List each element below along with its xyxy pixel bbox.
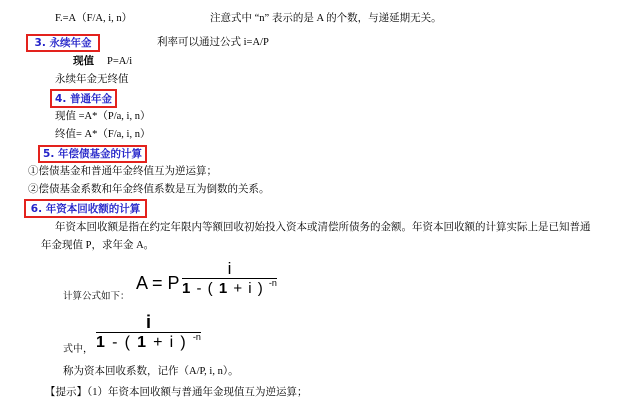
denominator-open-paren: ( <box>207 280 213 297</box>
fraction-numerator: i <box>145 312 151 332</box>
fraction-numerator: i <box>227 259 232 278</box>
sinking-fund-point-1: ①偿债基金和普通年金终值互为逆运算； <box>28 166 217 177</box>
perpetuity-pv-formula: P=A/i <box>107 56 133 67</box>
recovery-factor-fraction <box>96 312 201 353</box>
sinking-fund-point-2: ②偿债基金系数和年金终值系数是互为倒数的关系。 <box>28 184 270 195</box>
capital-recovery-desc-line-2: 年金现值 P，求年金 A。 <box>41 240 155 251</box>
perpetuity-rate-note: 利率可以通过公式 i=A/P <box>157 37 269 48</box>
denominator-inner-one: 1 <box>218 280 228 297</box>
denominator-inner-one: 1 <box>137 334 146 351</box>
denominator-i: i <box>248 280 252 297</box>
section-heading-ordinary-annuity: 4. 普通年金 <box>50 89 117 108</box>
formula-lhs: A = P <box>136 273 180 293</box>
formula-label: 计算公式如下： <box>63 292 130 302</box>
deferred-annuity-formula: F.=A（F/A, i, n） <box>55 13 133 24</box>
denominator-exponent: -n <box>192 332 201 342</box>
perpetuity-pv-label: 现值 <box>73 56 94 67</box>
ordinary-annuity-pv: 现值 =A*（P/a, i, n） <box>55 111 151 122</box>
denominator-one: 1 <box>96 334 105 351</box>
ordinary-annuity-fv: 终值= A*（F/a, i, n） <box>55 129 151 140</box>
denominator-one: 1 <box>182 280 191 297</box>
capital-recovery-fraction <box>182 259 277 298</box>
perpetuity-no-fv: 永续年金无终值 <box>55 74 129 85</box>
section-heading-perpetuity: 3. 永续年金 <box>26 34 100 52</box>
denominator-close-paren: ) <box>257 280 263 297</box>
denominator-minus: - <box>196 280 202 297</box>
deferred-annuity-note: 注意式中 “n” 表示的是 A 的个数，与递延期无关。 <box>210 13 442 24</box>
denominator-i: i <box>169 334 174 351</box>
hint-note: 【提示】（1）年资本回收额与普通年金现值互为逆运算； <box>45 387 308 398</box>
where-label: 式中， <box>63 344 93 355</box>
denominator-plus: + <box>153 334 163 351</box>
denominator-plus: + <box>233 280 243 297</box>
denominator-close-paren: ) <box>180 334 186 351</box>
section-heading-capital-recovery: 6. 年资本回收额的计算 <box>24 199 147 218</box>
fraction-denominator <box>96 333 201 353</box>
denominator-open-paren: ( <box>124 334 130 351</box>
fraction-denominator <box>182 279 277 298</box>
denominator-minus: - <box>112 334 118 351</box>
capital-recovery-desc-line-1: 年资本回收额是指在约定年限内等额回收初始投入资本或清偿所债务的金额。年资本回收额的计算实际上是已知普通 <box>55 222 591 233</box>
section-heading-sinking-fund: 5. 年偿债基金的计算 <box>38 145 147 163</box>
recovery-factor-note: 称为资本回收系数，记作（A/P, i, n）。 <box>63 366 239 377</box>
denominator-exponent: -n <box>268 278 277 288</box>
